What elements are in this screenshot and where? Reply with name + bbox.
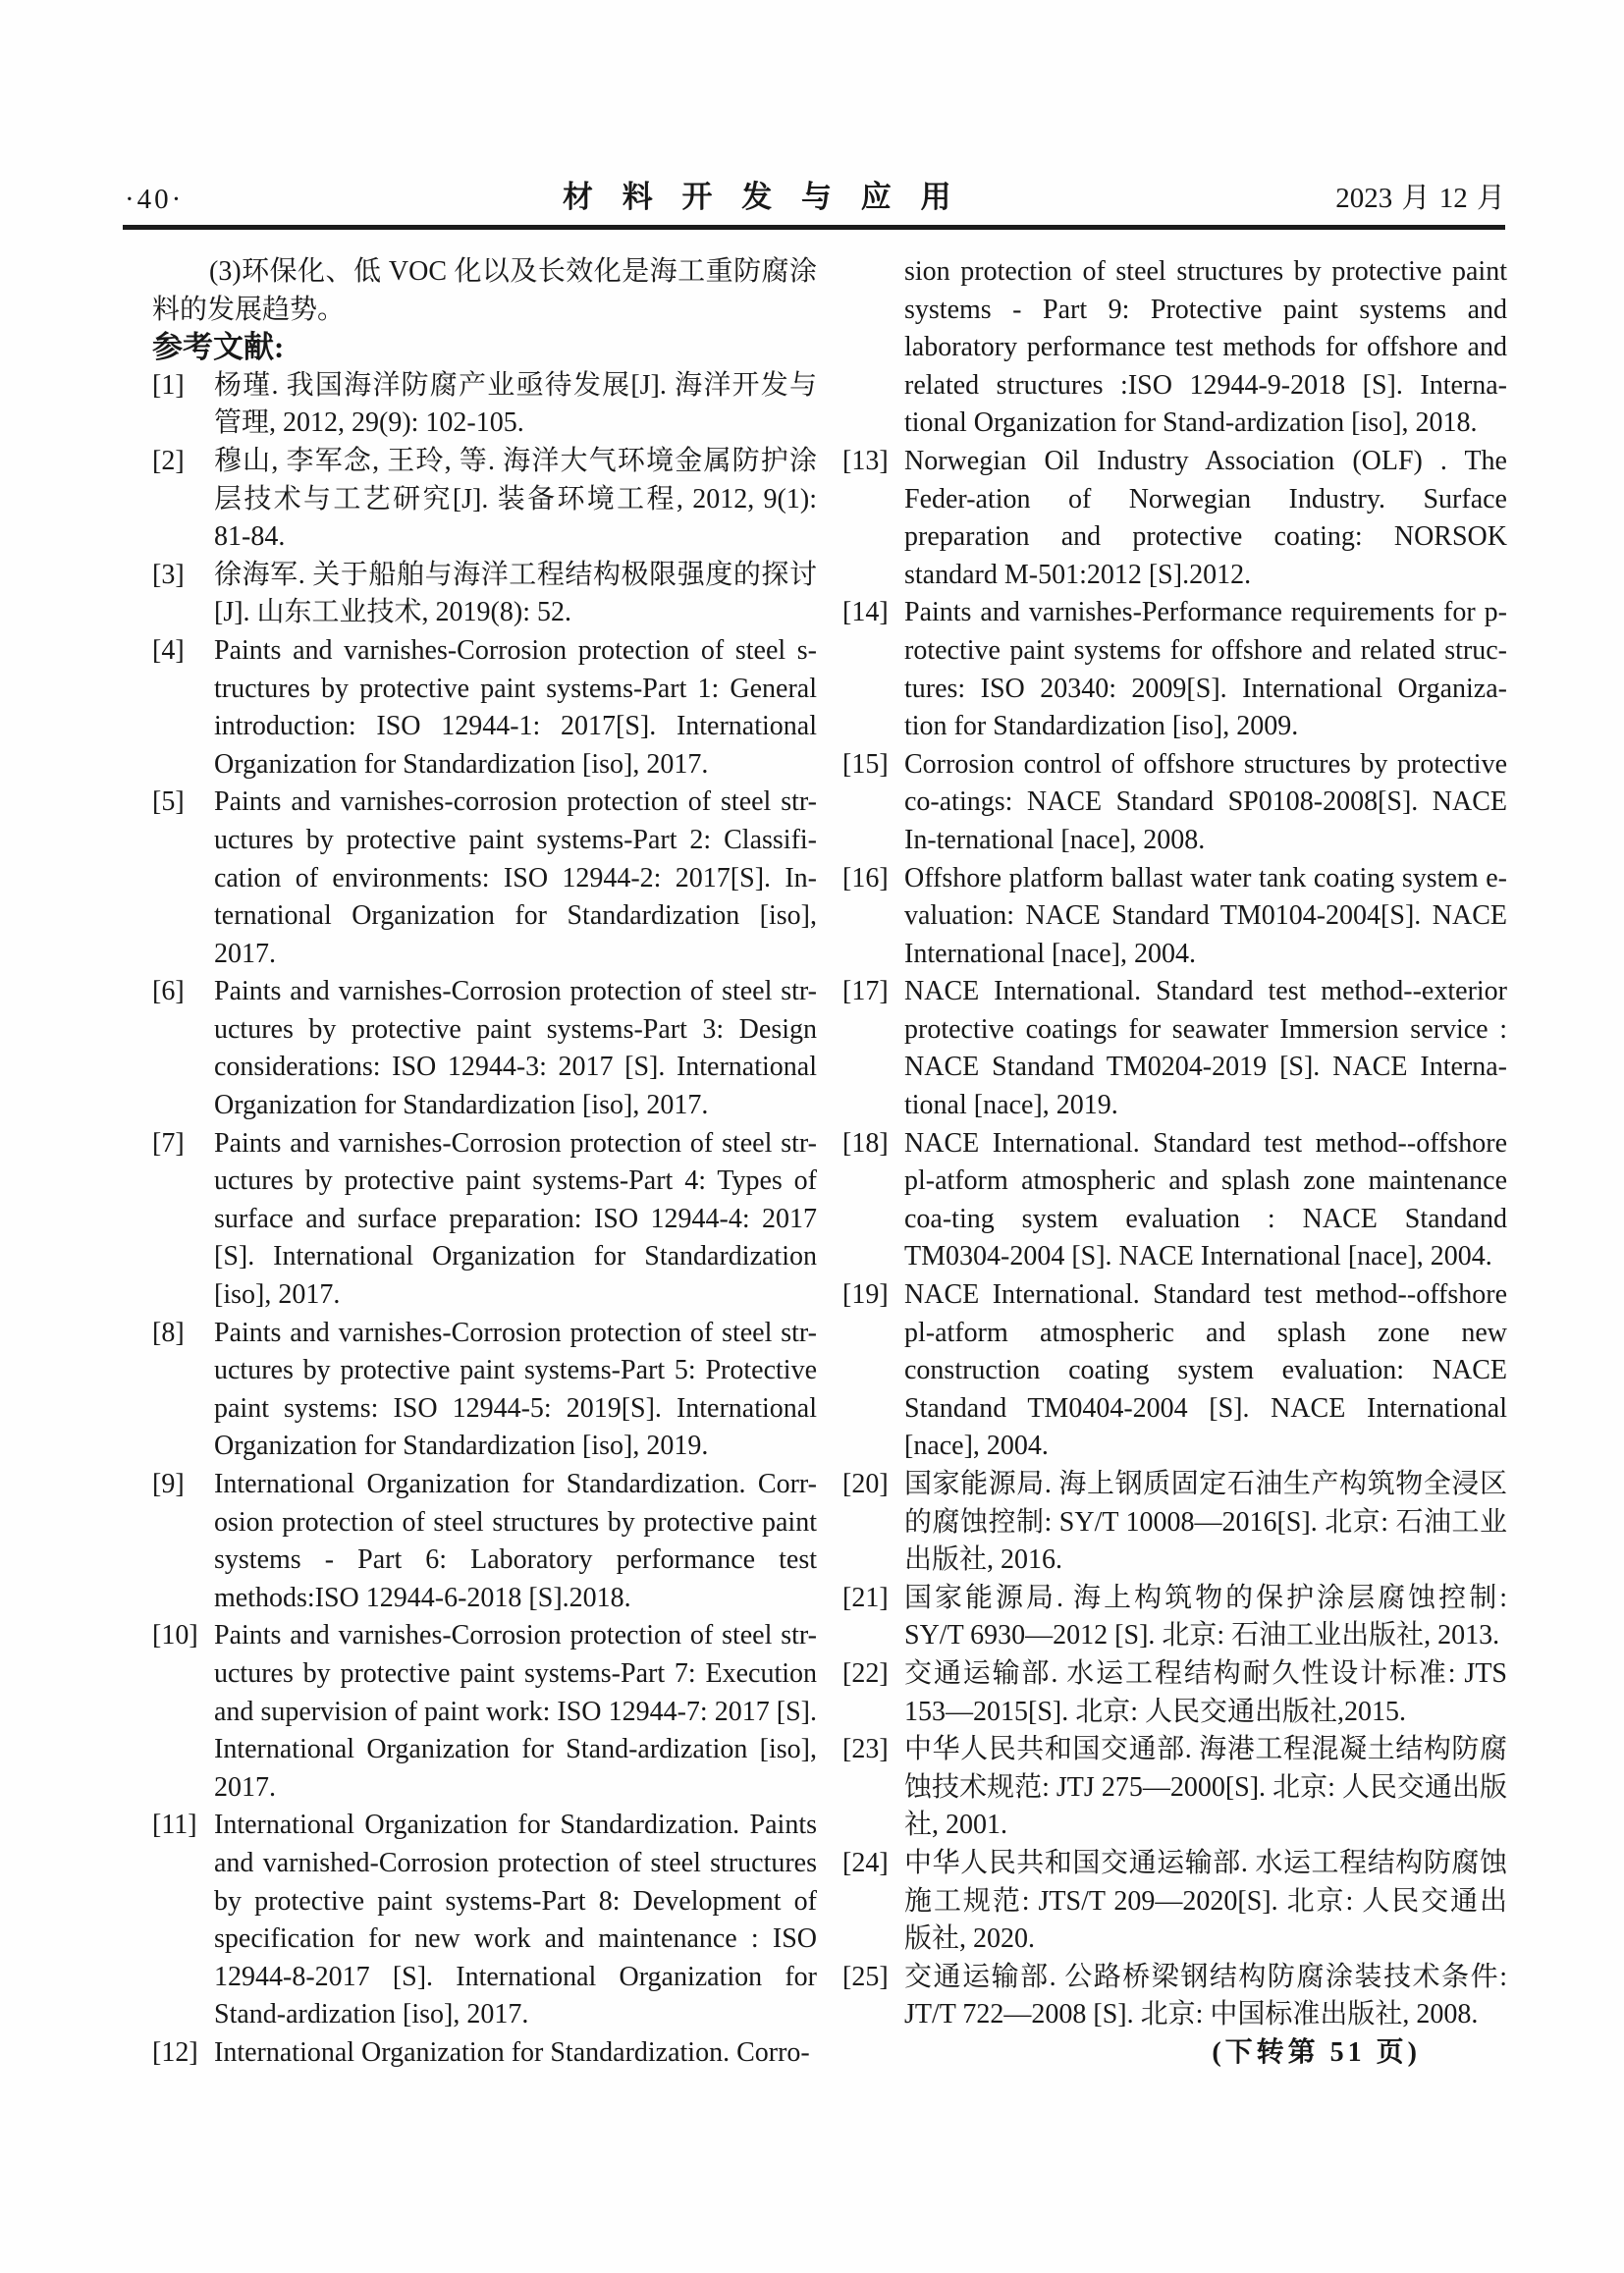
reference-label: [8] <box>152 1317 185 1348</box>
reference-label: [17] <box>842 976 889 1007</box>
reference-text: Paints and varnishes-Corrosion protection of steel str-uctures by protective paint systems-Part 3: Design considerations: ISO 12944-3: 2017 [S]. International Organization for Standardization [iso], 2017. <box>214 976 817 1121</box>
reference-text: International Organization for Standardization. Corr-osion protection of steel structures by protective paint systems - Part 6: Laboratory performance test methods:ISO 12944-6-2018 [S].2018. <box>214 1469 817 1613</box>
reference-item-21 <box>842 1580 1507 1655</box>
reference-item-11 <box>152 1807 817 2034</box>
reference-label: [10] <box>152 1620 198 1651</box>
reference-item-2 <box>152 443 817 557</box>
reference-label: [23] <box>842 1734 889 1765</box>
header-rule <box>123 225 1505 230</box>
reference-label: [6] <box>152 976 185 1007</box>
reference-item-7 <box>152 1125 817 1315</box>
reference-text: 国家能源局. 海上钢质固定石油生产构筑物全浸区的腐蚀控制: SY/T 10008—2016[S]. 北京: 石油工业出版社, 2016. <box>904 1469 1507 1576</box>
reference-item-24 <box>842 1845 1507 1959</box>
reference-label: [11] <box>152 1810 197 1841</box>
reference-item-9 <box>152 1466 817 1617</box>
reference-label: [19] <box>842 1279 889 1311</box>
reference-item-4 <box>152 632 817 784</box>
reference-item-1 <box>152 367 817 443</box>
reference-label: [14] <box>842 597 889 628</box>
reference-text: 中华人民共和国交通运输部. 水运工程结构防腐蚀施工规范: JTS/T 209—2020[S]. 北京: 人民交通出版社, 2020. <box>904 1847 1507 1955</box>
continued-note: (下转第 51 页) <box>1212 2036 1421 2068</box>
reference-text: 交通运输部. 公路桥梁钢结构防腐涂装技术条件: JT/T 722—2008 [S]. 北京: 中国标准出版社, 2008. <box>904 1961 1507 2030</box>
reference-label: [18] <box>842 1127 889 1159</box>
reference-item-25 <box>842 1959 1507 2034</box>
reference-text: NACE International. Standard test method--exterior protective coatings for seawater Immersion service : NACE Standand TM0204-2019 [S]. NACE Interna-tional [nace], 2019. <box>904 976 1507 1121</box>
reference-label: [9] <box>152 1469 185 1499</box>
reference-text: NACE International. Standard test method--offshore pl-atform atmospheric and splash zone maintenance coa-ting system evaluation : NACE Standand TM0304-2004 [S]. NACE International [nace], 2004. <box>904 1127 1507 1272</box>
reference-item-19 <box>842 1276 1507 1466</box>
reference-item-17 <box>842 973 1507 1124</box>
reference-text: Corrosion control of offshore structures by protective co-atings: NACE Standard SP0108-2008[S]. NACE In-ternational [nace], 2008. <box>904 748 1507 855</box>
reference-item-14 <box>842 594 1507 745</box>
reference-label: [1] <box>152 369 185 401</box>
right-column <box>842 253 1507 2073</box>
closing-paragraph: (3)环保化、低 VOC 化以及长效化是海工重防腐涂料的发展趋势。 <box>152 256 817 325</box>
reference-text: NACE International. Standard test method--offshore pl-atform atmospheric and splash zone new construction coating system evaluation: NACE Standand TM0404-2004 [S]. NACE International [nace], 2004. <box>904 1279 1507 1462</box>
reference-text: 中华人民共和国交通部. 海港工程混凝土结构防腐蚀技术规范: JTJ 275—2000[S]. 北京: 人民交通出版社, 2001. <box>904 1734 1507 1841</box>
reference-item-22 <box>842 1655 1507 1731</box>
reference-text: 杨瑾. 我国海洋防腐产业亟待发展[J]. 海洋开发与管理, 2012, 29(9): 102-105. <box>214 369 817 439</box>
reference-text: Norwegian Oil Industry Association (OLF) . The Feder-ation of Norwegian Industry. Surface preparation and protective coating: NORSOK standard M-501:2012 [S].2012. <box>904 445 1507 590</box>
reference-text: International Organization for Standardization. Corro- <box>214 2036 810 2068</box>
reference-item-5 <box>152 784 817 973</box>
reference-text: 交通运输部. 水运工程结构耐久性设计标准: JTS 153—2015[S]. 北京: 人民交通出版社,2015. <box>904 1657 1507 1727</box>
reference-text: Paints and varnishes-Corrosion protection of steel str-uctures by protective paint systems-Part 4: Types of surface and surface preparation: ISO 12944-4: 2017 [S]. International Organization for Standardization [iso], 2017. <box>214 1127 817 1311</box>
reference-label: [2] <box>152 445 185 476</box>
reference-text: Paints and varnishes-Corrosion protection of steel s-tructures by protective paint systems-Part 1: General introduction: ISO 12944-1: 2017[S]. International Organization for Standardization [iso], 2017. <box>214 634 817 780</box>
reference-text: 穆山, 李军念, 王玲, 等. 海洋大气环境金属防护涂层技术与工艺研究[J]. 装备环境工程, 2012, 9(1): 81-84. <box>214 445 817 553</box>
reference-item-15 <box>842 746 1507 860</box>
reference-item-23 <box>842 1731 1507 1845</box>
reference-item-18 <box>842 1125 1507 1276</box>
reference-item-16 <box>842 860 1507 974</box>
reference-item-10 <box>152 1617 817 1807</box>
journal-title: 材 料 开 发 与 应 用 <box>563 180 957 214</box>
reference-label: [12] <box>152 2036 198 2068</box>
two-column-body <box>152 253 1507 2073</box>
reference-label: [24] <box>842 1847 889 1878</box>
reference-label: [21] <box>842 1582 889 1613</box>
reference-text: Paints and varnishes-Performance requirements for p-rotective paint systems for offshore and related struc-tures: ISO 20340: 2009[S]. International Organiza-tion for Standardization [iso], 2009. <box>904 597 1507 742</box>
reference-label: [22] <box>842 1657 889 1689</box>
reference-item-8 <box>152 1315 817 1466</box>
reference-text: Offshore platform ballast water tank coating system e-valuation: NACE Standard TM0104-2004[S]. NACE International [nace], 2004. <box>904 862 1507 969</box>
references-heading: 参考文献: <box>152 330 285 365</box>
reference-label: [4] <box>152 634 185 666</box>
reference-label: [15] <box>842 748 889 780</box>
reference-label: [16] <box>842 862 889 893</box>
reference-text: Paints and varnishes-Corrosion protection of steel str-uctures by protective paint systems-Part 7: Execution and supervision of paint work: ISO 12944-7: 2017 [S]. International Organization for Stand-ardization [iso], 2017. <box>214 1620 817 1803</box>
reference-text: International Organization for Standardization. Paints and varnished-Corrosion protection of steel structures by protective paint systems-Part 8: Development of specification for new work and maintenance : ISO 12944-8-2017 [S]. International Organization for Stand-ardization [iso], 2017. <box>214 1810 817 2030</box>
page-number: ·40· <box>125 184 185 215</box>
reference-text: Paints and varnishes-Corrosion protection of steel str-uctures by protective paint systems-Part 5: Protective paint systems: ISO 12944-5: 2019[S]. International Organization for Standardization [iso], 2019. <box>214 1317 817 1462</box>
page-header <box>125 165 1505 216</box>
reference-label: [5] <box>152 786 185 818</box>
reference-label: [20] <box>842 1469 889 1499</box>
reference-item-20 <box>842 1466 1507 1580</box>
reference-12-continuation: sion protection of steel structures by protective paint systems - Part 9: Protective paint systems and laboratory performance test methods for offshore and related structures :ISO 12944-9-2018 [S]. Interna-tional Organization for Stand-ardization [iso], 2018. <box>904 256 1507 439</box>
reference-item-13 <box>842 443 1507 594</box>
reference-text: 徐海军. 关于船舶与海洋工程结构极限强度的探讨[J]. 山东工业技术, 2019(8): 52. <box>214 559 817 628</box>
reference-label: [7] <box>152 1127 185 1159</box>
reference-text: 国家能源局. 海上构筑物的保护涂层腐蚀控制: SY/T 6930—2012 [S]. 北京: 石油工业出版社, 2013. <box>904 1582 1507 1651</box>
reference-item-6 <box>152 973 817 1124</box>
issue-date: 2023 月 12 月 <box>1335 183 1505 214</box>
left-column <box>152 253 817 2073</box>
reference-item-3 <box>152 557 817 632</box>
reference-label: [25] <box>842 1961 889 1992</box>
reference-item-12 <box>152 2034 817 2073</box>
reference-label: [3] <box>152 559 185 590</box>
reference-label: [13] <box>842 445 889 476</box>
reference-text: Paints and varnishes-corrosion protection of steel str-uctures by protective paint systems-Part 2: Classifi-cation of environments: ISO 12944-2: 2017[S]. In-ternational Organization for Standardization [iso], 2017. <box>214 786 817 969</box>
